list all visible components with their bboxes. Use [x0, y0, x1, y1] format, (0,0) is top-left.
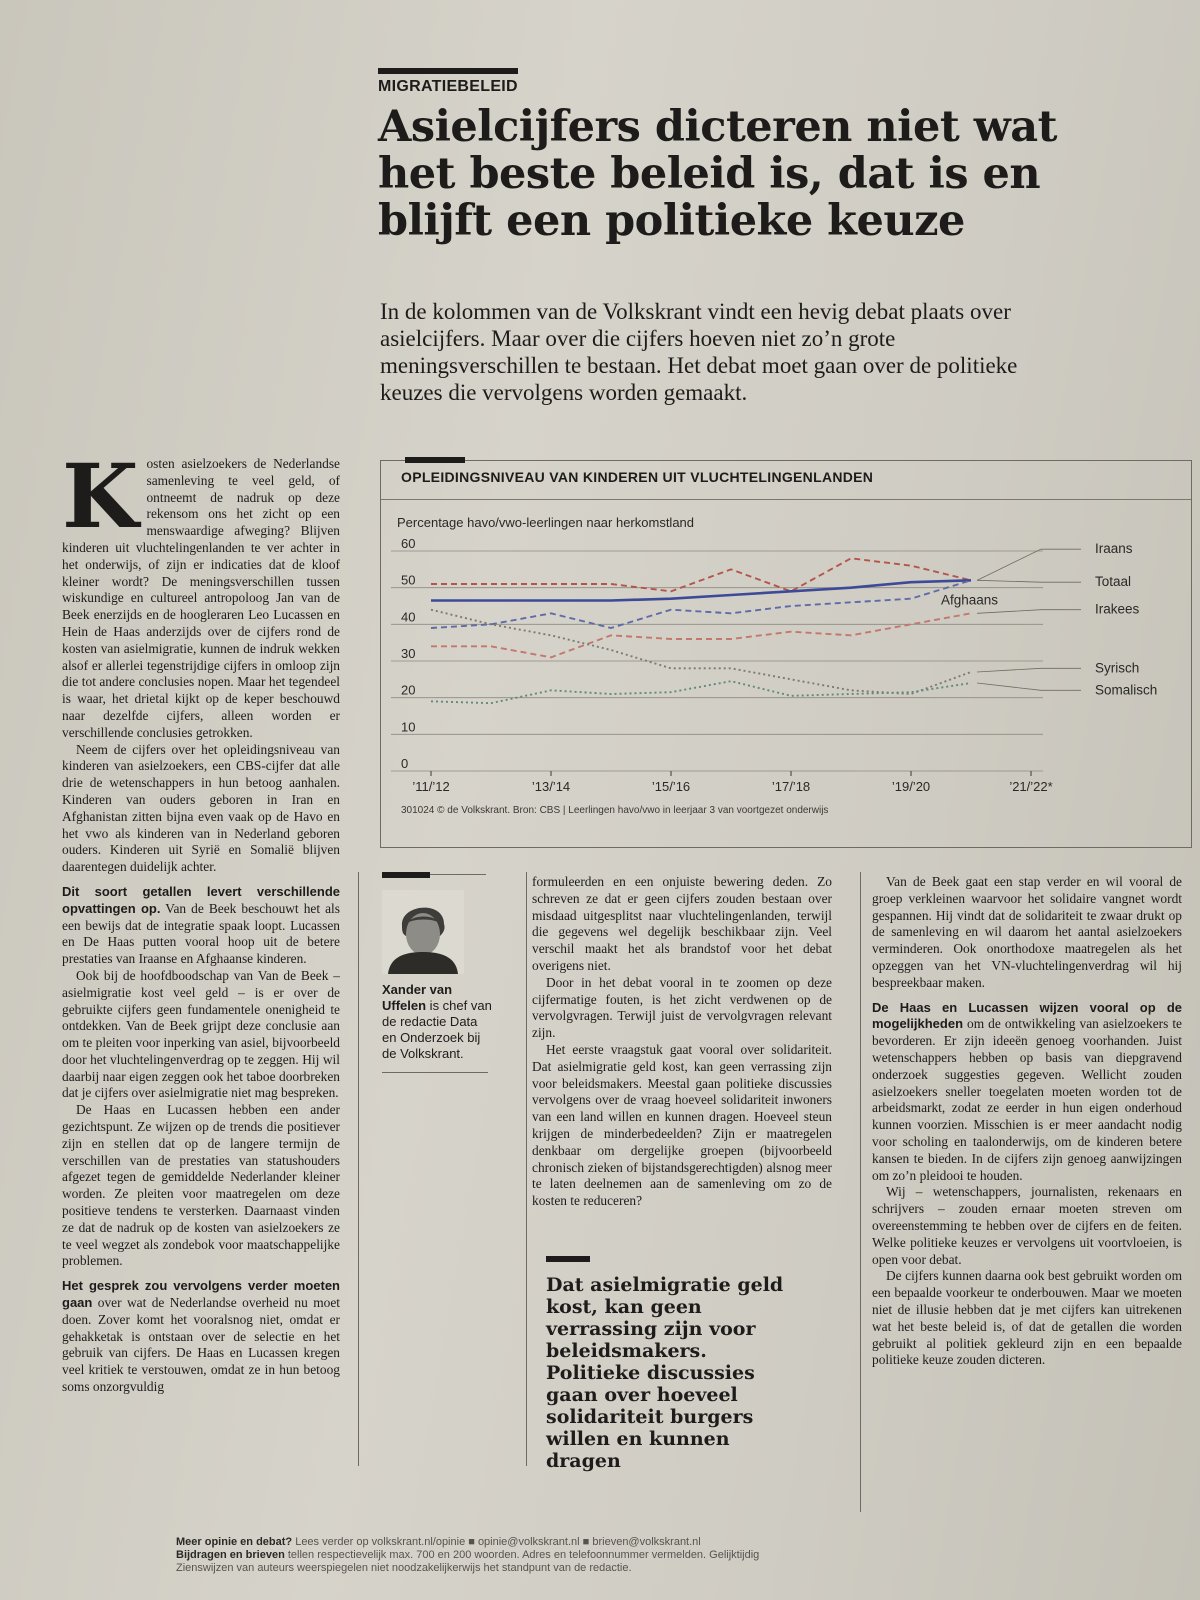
x-tick-label: ’13/’14	[531, 779, 571, 794]
article-column-2	[532, 874, 832, 1210]
author-name: Xander van Uffelen	[382, 982, 453, 1013]
author-rule-top	[430, 874, 486, 875]
series-labels	[941, 541, 1157, 697]
chart-gridlines	[391, 551, 1043, 771]
author-rule-bottom	[382, 1072, 488, 1073]
chart-panel	[380, 460, 1192, 848]
article-column-1	[62, 444, 340, 1396]
series-line-somalisch	[431, 681, 971, 703]
drop-cap: K	[62, 444, 139, 548]
y-tick-label: 50	[401, 572, 416, 588]
paragraph: De Haas en Lucassen hebben een ander gezichtspunt. Ze wijzen op de trends die positiever zijn en stellen dat op de langere termijn de verschillen van de prestaties van statushouders afgezet tegen de gemiddelde Nederlander kleiner worden. Ze pleiten voor maatregelen om deze positieve tendens te versterken. Daarnaast vinden ze dat de nadruk op de kosten van asielzoekers ze te veel wegzet als zondebok voor maatschappelijke problemen.	[62, 1102, 340, 1269]
x-tick-label: ’15/’16	[651, 779, 691, 794]
line-chart	[381, 501, 1191, 847]
x-tick-label: ’21/’22*	[1009, 779, 1053, 794]
paragraph-lead: Het gesprek zou vervolgens verder moeten gaan	[62, 1278, 340, 1311]
footer-line	[176, 1549, 1176, 1562]
headline: Asielcijfers dicteren niet wat het beste beleid is, dat is en blijft een politieke keuze	[378, 102, 1057, 246]
series-line-iraans	[431, 558, 971, 591]
paragraph: formuleerden en een onjuiste bewering deden. Zo schreven ze dat er geen cijfers zouden bestaan over misdaad uitgesplitst naar vluchtelingenlanden, terwijl die gegevens wel degelijk beschikbaar zijn. Veel verschil maakt het als brandstof voor het debat overigens niet.	[532, 874, 832, 973]
page-footer	[176, 1536, 1176, 1575]
pull-quote-bar	[546, 1256, 590, 1262]
label-leader	[977, 610, 1081, 614]
chart-series	[431, 558, 971, 703]
author-box	[382, 872, 492, 1073]
article-column-3	[872, 874, 1182, 1369]
series-line-syrisch	[431, 610, 971, 694]
series-label: Syrisch	[1095, 660, 1140, 676]
label-leader	[977, 580, 1081, 582]
author-accent-bar	[382, 872, 430, 878]
footer-line	[176, 1536, 1176, 1549]
column-divider	[526, 872, 527, 1466]
label-leader	[977, 549, 1081, 580]
chart-source: 301024 © de Volkskrant. Bron: CBS | Leerlingen havo/vwo in leerjaar 3 van voortgezet onderwijs	[401, 805, 829, 816]
paragraph: Wij – wetenschappers, journalisten, rekenaars en schrijvers – zouden ernaar moeten streven om overeenstemming te hebben over de cijfers en de feiten. Welke politieke keuzes er vervolgens uit voortvloeien, is open voor debat.	[872, 1184, 1182, 1267]
paragraph: Het eerste vraagstuk gaat vooral over solidariteit. Dat asielmigratie geld kost, kan geen verrassing zijn voor beleidsmakers. Meestal gaan politieke discussies vervolgens over de vraag hoeveel solidariteit inwoners van een land willen en kunnen dragen. Hoeveel steun krijgen de minderbedeelden? Zijn er maatregelen denkbaar om dergelijke groepen (bijvoorbeeld chronisch zieken of bijstandsgerechtigden) alsnog meer te laten deelnemen aan de samenleving om zo de kosten te reduceren?	[532, 1041, 832, 1209]
column-divider	[358, 872, 359, 1466]
author-photo	[382, 890, 464, 974]
x-tick-label: ’11/’12	[412, 779, 450, 794]
footer-text: tellen respectievelijk max. 700 en 200 woorden. Adres en telefoonnummer vermelden. Gelijktijdig	[284, 1549, 760, 1561]
y-axis-ticks	[401, 536, 415, 771]
paragraph: Neem de cijfers over het opleidingsniveau van kinderen van asielzoekers, een CBS-cijfer dat alle drie de wetenschappers in hun betoog aanhalen. Kinderen van ouders geboren in Iran en Afghanistan zitten bijna even vaak op de Havo en het vwo als kinderen van in Nederland geboren ouders. Kinderen uit Syrië en Somalië blijven daarentegen duidelijk achter.	[62, 741, 340, 875]
column-divider	[860, 872, 861, 1512]
y-tick-label: 30	[401, 646, 416, 661]
x-tick-label: ’17/’18	[771, 779, 811, 794]
paragraph-text: om de ontwikkeling van asielzoekers te bevorderen. Er zijn ideeën genoeg voorhanden. Juist wetenschappers hebben op basis van diepgravend onderzoek suggesties gegeven. Wellicht zouden asielzoekers sneller toegelaten moeten worden tot de arbeidsmarkt, zodat ze eerder in hun eigen onderhoud kunnen voorzien. Misschien is er meer aandacht nodig voor scholing en taalonderwijs, om de kinderen betere kansen te bieden. In de cijfers zijn genoeg aanwijzingen om zo’n pleidooi te houden.	[872, 1016, 1182, 1183]
author-bio	[382, 982, 492, 1062]
paragraph-lead: Dit soort getallen levert verschillende opvattingen op.	[62, 883, 340, 916]
series-label: Somalisch	[1095, 682, 1158, 698]
paragraph	[62, 884, 340, 968]
label-leader	[977, 683, 1081, 690]
pull-quote-text: Dat asielmigratie geld kost, kan geen verrassing zijn voor beleidsmakers. Politieke discussies gaan over hoeveel solidariteit burgers willen en kunnen dragen	[546, 1274, 784, 1472]
footer-text: Lees verder op volkskrant.nl/opinie ■ opinie@volkskrant.nl ■ brieven@volkskrant.nl	[292, 1536, 701, 1548]
paragraph: De cijfers kunnen daarna ook best gebruikt worden om een bepaalde voorkeur te onderbouwen. Maar we moeten niet de illusie hebben dat je met cijfers kan uitrekenen wat het beste beleid is, of dat de getallen die worden gebruikt al politiek gekleurd zijn en een bepaalde politieke keuze zouden dicteren.	[872, 1268, 1182, 1368]
series-label: Irakees	[1095, 601, 1140, 617]
y-tick-label: 40	[401, 609, 416, 625]
pull-quote	[546, 1256, 806, 1472]
footer-line: Zienswijzen van auteurs weerspiegelen niet noodzakelijkerwijs het standpunt van de redactie.	[176, 1562, 632, 1574]
paragraph-text: over wat de Nederlandse overheid nu moet doen. Zover komt het vooralsnog niet, omdat er gehakketak is ontstaan over de selectie en het gebruik van cijfers. De Haas en Lucassen kregen veel kritiek te verstouwen, omdat ze in hun betoog soms onzorgvuldig	[62, 1295, 340, 1395]
lede: In de kolommen van de Volkskrant vindt een hevig debat plaats over asielcijfers. Maar over die cijfers hoeven niet zo’n grote meningsverschillen te bestaan. Het debat moet gaan over de politieke keuzes die vervolgens worden gemaakt.	[380, 299, 1018, 405]
series-label: Afghaans	[941, 592, 999, 608]
y-tick-label: 60	[401, 536, 416, 551]
opening-paragraph	[62, 444, 340, 742]
chart-divider	[381, 499, 1191, 500]
paragraph	[62, 1278, 340, 1396]
paragraph: Ook bij de hoofdboodschap van Van de Beek – asielmigratie kost veel geld – is er over de gebruikte cijfers geen fundamentele onenigheid te ontdekken. Van de Beek grijpt deze conclusie aan om te pleiten voor inperking van asiel, bijvoorbeeld door het vluchtelingenverdrag op te zeggen. Hij wil daarbij naar eigen zeggen ook het taboe doorbreken dat je cijfers over asielmigratie niet mag bespreken.	[62, 967, 340, 1101]
x-tick-label: ’19/’20	[891, 779, 931, 794]
series-label: Iraans	[1095, 541, 1133, 557]
author-bio-text: is chef van de redactie Data en Onderzoek bij de Volkskrant.	[382, 998, 492, 1061]
y-tick-label: 10	[401, 719, 416, 735]
paragraph-text: osten asielzoekers de Nederlandse samenleving te veel geld, of ontneemt de nadruk op deze rekensom ons het zicht op een menswaardige afweging? Blijven kinderen uit vluchtelingenlanden te ver achter in het onderwijs, of zijn er indicaties dat de kloof kleiner wordt? De meningsverschillen tussen wiskundige en cultureel antropoloog Jan van de Beek enerzijds en de hoogleraren Leo Lucassen en Hein de Haas anderzijds over de cijfers rond de kosten van asielmigratie, kunnen de indruk wekken alsof er allerlei tegenstrijdige cijfers in omloop zijn die tot andere conclusies nopen. Maar het tegendeel is waar, het drietal kijkt op de keper beschouwd naar dezelfde cijfers, alleen worden er verschillende conclusies getrokken.	[62, 456, 340, 740]
chart-subtitle: Percentage havo/vwo-leerlingen naar herkomstland	[397, 515, 695, 530]
portrait-icon	[382, 890, 464, 974]
y-tick-label: 0	[401, 756, 409, 771]
series-label: Totaal	[1095, 574, 1132, 590]
x-axis-ticks	[412, 771, 1052, 794]
footer-lead: Meer opinie en debat?	[176, 1536, 293, 1548]
section-kicker: MIGRATIEBELEID	[378, 68, 518, 96]
paragraph	[872, 1000, 1182, 1185]
label-leader	[977, 668, 1081, 672]
paragraph-text: Van de Beek beschouwt het als een bewijs dat de integratie spaak loopt. Lucassen en De Haas putten vooral hoop uit de betere prestaties van Iraanse en Afghaanse kinderen.	[62, 900, 340, 967]
paragraph-lead: De Haas en Lucassen wijzen vooral op de mogelijkheden	[872, 999, 1182, 1032]
chart-accent-bar	[405, 457, 465, 463]
footer-lead: Bijdragen en brieven	[176, 1549, 285, 1561]
chart-title: OPLEIDINGSNIVEAU VAN KINDEREN UIT VLUCHTELINGENLANDEN	[401, 469, 874, 485]
paragraph: Van de Beek gaat een stap verder en wil vooral de groep verkleinen waarvoor het solidaire vangnet wordt gespannen. Hij vindt dat de solidariteit te zwaar drukt op de samenleving en wil daarom het aantal asielzoekers verminderen. Ook onorthodoxe maatregelen als het opzeggen van het VN-vluchtelingenverdrag wil hij bespreekbaar maken.	[872, 874, 1182, 990]
paragraph: Door in het debat vooral in te zoomen op deze cijfermatige fouten, is het zicht verdwenen op de vervolgvragen. Terwijl juist de vervolgvragen relevant zijn.	[532, 974, 832, 1041]
y-tick-label: 20	[401, 682, 416, 698]
